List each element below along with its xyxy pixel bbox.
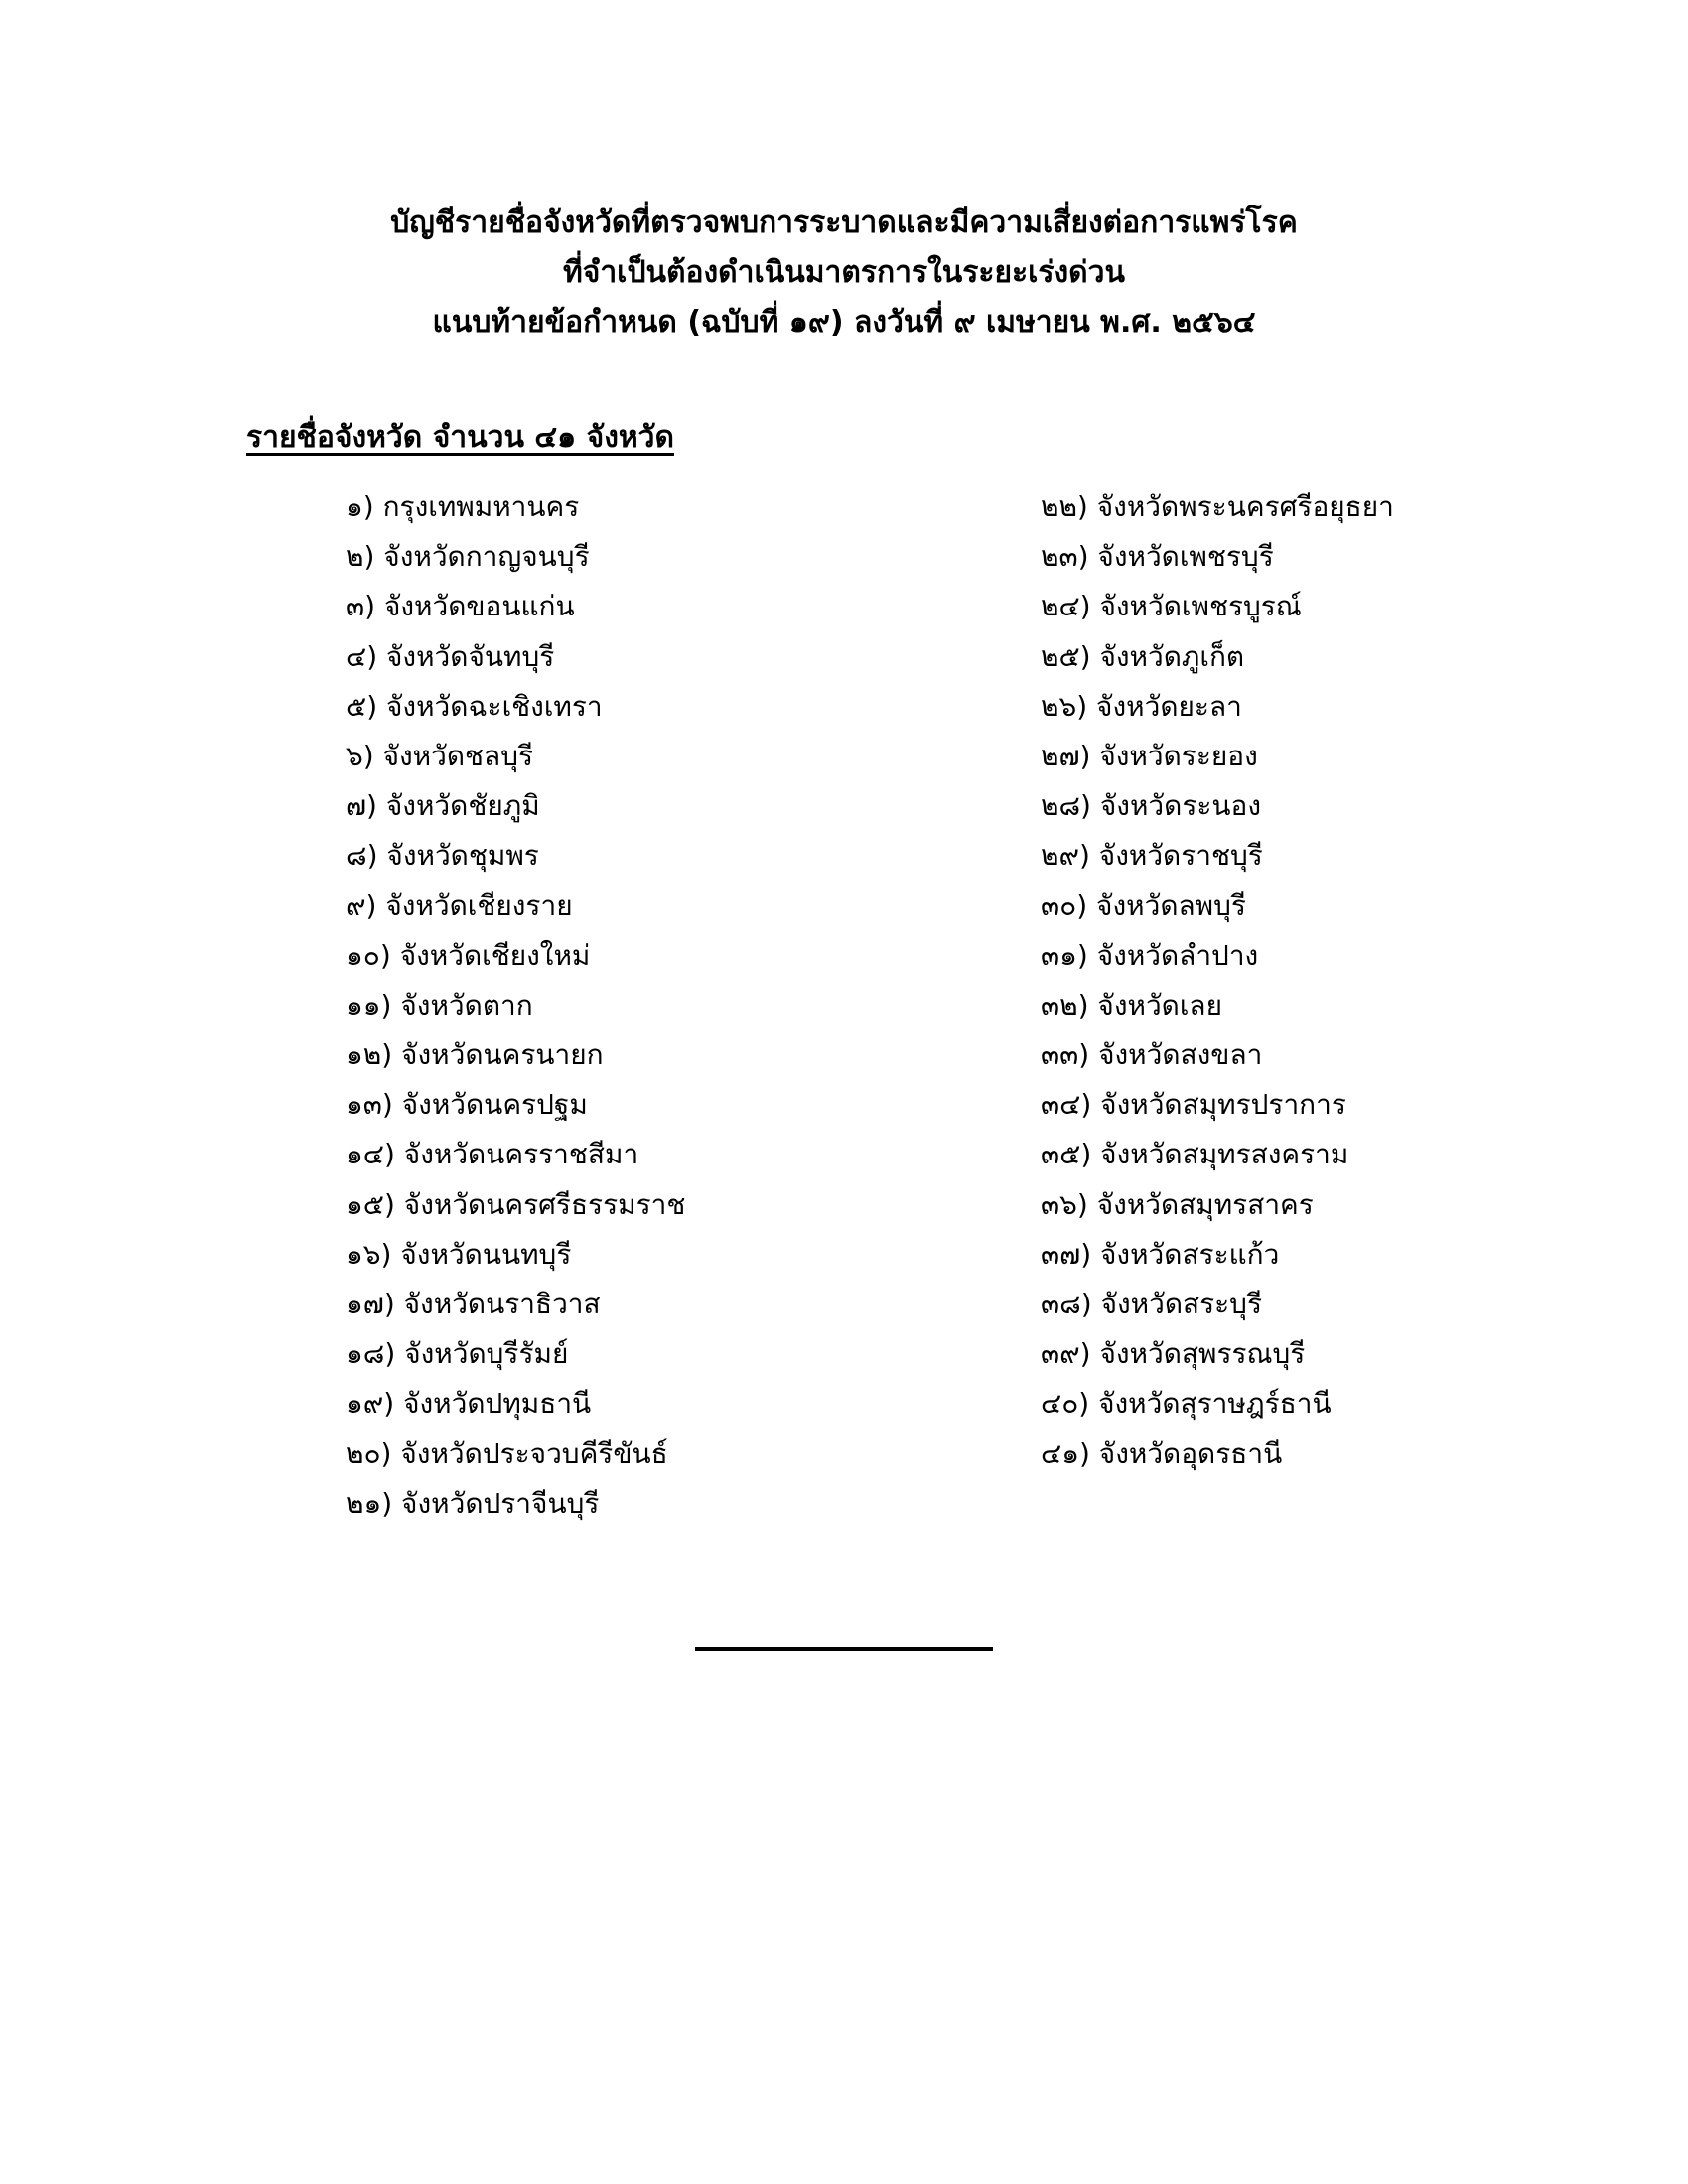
province-item: ๘) จังหวัดชุมพร (346, 839, 539, 873)
province-item: ๑๖) จังหวัดนนทบุรี (346, 1237, 572, 1271)
document-header (0, 199, 1688, 347)
province-item: ๒๓) จังหวัดเพชรบุรี (1041, 540, 1274, 574)
province-item: ๒๗) จังหวัดระยอง (1041, 739, 1258, 772)
province-item: ๒๑) จังหวัดปราจีนบุรี (346, 1486, 600, 1520)
province-item: ๒๙) จังหวัดราชบุรี (1041, 839, 1263, 873)
province-item: ๑๙) จังหวัดปทุมธานี (346, 1387, 592, 1421)
province-item: ๓๗) จังหวัดสระแก้ว (1041, 1237, 1280, 1271)
province-item: ๕) จังหวัดฉะเชิงเทรา (346, 689, 603, 723)
province-item: ๑๕) จังหวัดนครศรีธรรมราช (346, 1187, 686, 1221)
province-item: ๓) จังหวัดขอนแก่น (346, 590, 575, 623)
end-of-list-divider (695, 1647, 993, 1651)
header-title-line-3: แนบท้ายข้อกำหนด (ฉบับที่ ๑๙) ลงวันที่ ๙ เมษายน พ.ศ. ๒๕๖๔ (432, 305, 1256, 340)
province-item: ๙) จังหวัดเชียงราย (346, 888, 573, 922)
province-item: ๗) จังหวัดชัยภูมิ (346, 789, 540, 823)
province-list-left (346, 482, 981, 1529)
province-item: ๓๖) จังหวัดสมุทรสาคร (1041, 1187, 1314, 1221)
province-item: ๑๔) จังหวัดนครราชสีมา (346, 1138, 639, 1171)
header-title-line-2: ที่จำเป็นต้องดำเนินมาตรการในระยะเร่งด่วน (562, 255, 1125, 290)
header-title-line-1: บัญชีรายชื่อจังหวัดที่ตรวจพบการระบาดและมีความเสี่ยงต่อการแพร่โรค (390, 205, 1298, 240)
province-item: ๑๐) จังหวัดเชียงใหม่ (346, 938, 591, 972)
province-count-heading: รายชื่อจังหวัด จำนวน ๔๑ จังหวัด (246, 420, 674, 455)
province-item: ๓๔) จังหวัดสมุทรปราการ (1041, 1088, 1346, 1122)
province-item: ๑๗) จังหวัดนราธิวาส (346, 1288, 601, 1320)
province-item: ๒๖) จังหวัดยะลา (1041, 689, 1242, 723)
province-item: ๒๘) จังหวัดระนอง (1041, 789, 1262, 823)
province-item: ๒๔) จังหวัดเพชรบูรณ์ (1041, 590, 1302, 623)
province-item: ๓๙) จังหวัดสุพรรณบุรี (1041, 1337, 1306, 1371)
province-item: ๑) กรุงเทพมหานคร (346, 490, 580, 523)
province-item: ๓๘) จังหวัดสระบุรี (1041, 1288, 1262, 1320)
province-item: ๒๐) จังหวัดประจวบคีรีขันธ์ (346, 1436, 668, 1470)
province-item: ๒) จังหวัดกาญจนบุรี (346, 540, 590, 574)
province-item: ๑๓) จังหวัดนครปฐม (346, 1088, 588, 1122)
province-item: ๒๒) จังหวัดพระนครศรีอยุธยา (1041, 490, 1394, 523)
province-item: ๑๘) จังหวัดบุรีรัมย์ (346, 1337, 569, 1371)
province-item: ๖) จังหวัดชลบุรี (346, 739, 534, 772)
province-item: ๓๒) จังหวัดเลย (1041, 988, 1222, 1022)
province-item: ๓๐) จังหวัดลพบุรี (1041, 888, 1246, 922)
province-item: ๒๕) จังหวัดภูเก็ต (1041, 639, 1245, 673)
province-item: ๓๓) จังหวัดสงขลา (1041, 1038, 1263, 1072)
province-item: ๑๒) จังหวัดนครนายก (346, 1038, 604, 1072)
province-item: ๔๑) จังหวัดอุดรธานี (1041, 1436, 1283, 1470)
province-item: ๓๑) จังหวัดลำปาง (1041, 938, 1259, 972)
province-item: ๓๕) จังหวัดสมุทรสงคราม (1041, 1138, 1349, 1171)
province-item: ๑๑) จังหวัดตาก (346, 988, 533, 1022)
province-item: ๔) จังหวัดจันทบุรี (346, 639, 555, 673)
province-list-right (1041, 482, 1676, 1479)
province-item: ๔๐) จังหวัดสุราษฎร์ธานี (1041, 1387, 1332, 1421)
